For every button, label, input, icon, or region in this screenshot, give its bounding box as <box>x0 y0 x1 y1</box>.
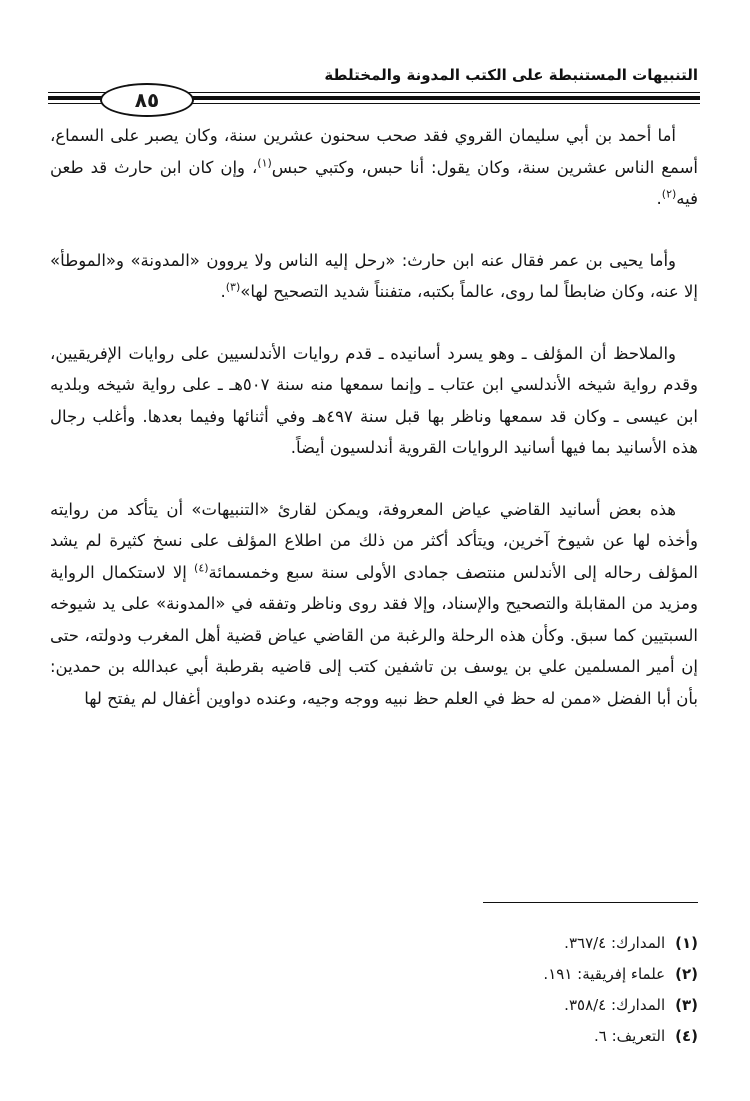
footnote-text: المدارك: ٣٦٧/٤. <box>564 934 666 952</box>
footnote-number: (٤) <box>675 1027 698 1045</box>
footnote-separator <box>483 902 698 903</box>
footnote-ref-4[interactable]: (٤) <box>194 561 209 574</box>
page-number-badge: ٨٥ <box>100 83 194 117</box>
paragraph-2-text-2: . <box>220 282 226 301</box>
footnote-number: (٣) <box>675 996 698 1014</box>
footnote-item <box>543 928 698 959</box>
running-header-title: التنبيهات المستنبطة على الكتب المدونة والمختلطة <box>324 66 698 84</box>
paragraph-1 <box>50 120 698 215</box>
footnote-ref-2[interactable]: (٢) <box>661 187 677 201</box>
footnote-number: (١) <box>675 934 698 952</box>
footnote-text: التعريف: ٦. <box>593 1027 666 1045</box>
footnote-ref-1[interactable]: (١) <box>257 156 272 169</box>
paragraph-3-text: والملاحظ أن المؤلف ـ وهو يسرد أسانيده ـ قدم روايات الأندلسيين على روايات الإفريقيين، وقدم رواية شيخه الأندلسي ابن عتاب ـ وإنما سمعها منه سنة ٥٠٧هـ ـ على رواية شيخه وبلديه ابن عيسى ـ وكان قد سمعها وناظر بها قبل سنة ٤٩٧هـ وفي أثنائها وفيما بعدها. وأغلب رجال هذه الأسانيد بما فيها أسانيد الروايات القروية أندلسيون أيضاً. <box>50 343 698 457</box>
footnote-item <box>543 959 698 990</box>
footnote-text: علماء إفريقية: ١٩١. <box>543 965 666 983</box>
paragraph-3 <box>50 338 698 464</box>
paragraph-1-text: أما أحمد بن أبي سليمان القروي فقد صحب سحنون عشرين سنة، وكان يصبر على السماع، أسمع الناس عشرين سنة، وكان يقول: أنا حبس، وكتبي حبس <box>50 126 698 177</box>
footnote-text: المدارك: ٣٥٨/٤. <box>564 996 666 1014</box>
paragraph-2-text: وأما يحيى بن عمر فقال عنه ابن حارث: «رحل إليه الناس ولا يروون «المدونة» و«الموطأ» إلا عنه، وكان ضابطاً لما روى، عالماً بكتبه، متفنناً شديد التصحيح لها» <box>50 250 698 301</box>
paragraph-2 <box>50 245 698 308</box>
footnotes <box>543 928 698 1052</box>
paragraph-1-text-3: . <box>656 189 662 208</box>
footnote-item <box>543 1021 698 1052</box>
paragraph-1-text-2: ، وإن كان ابن حارث قد طعن فيه <box>50 157 698 208</box>
paragraph-4 <box>50 494 698 715</box>
footnote-ref-3[interactable]: (٣) <box>225 280 241 294</box>
body-text <box>50 120 698 738</box>
footnote-item <box>543 990 698 1021</box>
paragraph-4-text-2: إلا لاستكمال الرواية ومزيد من المقابلة والتصحيح والإسناد، وإلا فقد روى وناظر وتفقه في «المدونة» على يد شيوخه السبتيين كما سبق. وكأن هذه الرحلة والرغبة من القاضي عياض قضية أهل المغرب ودولته، حتى إن أمير المسلمين علي بن يوسف بن تاشفين كتب إلى قاضيه بقرطبة أبي عبدالله بن حمدين: بأن أبا الفضل «ممن له حظ في العلم حظ نبيه ووجه وجيه، وعنده دواوين أغفال لم يفتح لها <box>50 562 698 708</box>
paragraph-4-text: هذه بعض أسانيد القاضي عياض المعروفة، ويمكن لقارئ «التنبيهات» أن يتأكد من روايته وأخذه لها عن شيوخ آخرين، ويتأكد أكثر من ذلك من اطلاع المؤلف على نسخ كثيرة لم يشد المؤلف رحاله إلى الأندلس منتصف جمادى الأولى سنة سبع وخمسمائة <box>50 499 698 582</box>
footnote-number: (٢) <box>675 965 698 983</box>
